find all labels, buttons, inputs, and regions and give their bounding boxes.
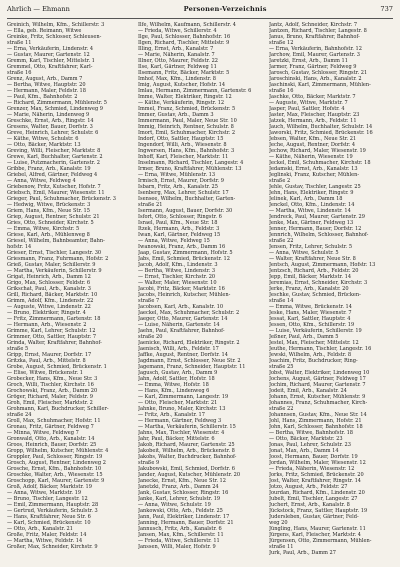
directory-entry: Greinich, Wilhelm, Kfm., Schillerstr. 3 bbox=[7, 22, 105, 28]
directory-entry: — Karl, Schmied, Brückenstr. 10 bbox=[7, 520, 91, 526]
directory-entry: Gronau, Fritz, Gärtner, Feldweg 7 bbox=[7, 424, 94, 430]
directory-entry: Jahnke, Bruno, Maler, Kirchstr. 13 bbox=[138, 406, 226, 412]
directory-entry: Jentzsch, Richard, Arb., Feldstr. 20 bbox=[269, 268, 359, 274]
directory-entry: Jakob, Richard, Maurer, Gartenstr. 25 bbox=[138, 442, 235, 448]
directory-entry: Griebel, Alfred, Gärtner, Feldweg 4 bbox=[7, 172, 98, 178]
directory-entry: Ilfe, Wilhelm, Kaufmann, Schillerstr. 4 bbox=[138, 22, 236, 28]
directory-entry: — Marie, Näherin, Kanalstr. 7 bbox=[138, 52, 215, 58]
directory-entry: Groppler, Paul, Schlosser, Ringstr. 19 bbox=[7, 454, 103, 460]
directory-entry: Jaroschinski, Hans, Arb., Kanalstr. 2 bbox=[269, 76, 362, 82]
directory-entry: — Bruno, Elektriker, Ringstr. 4 bbox=[7, 310, 86, 316]
directory-entry: Jüngling, Hans, Maurer, Gartenstr. 11 bbox=[269, 526, 366, 532]
directory-entry: straße 16 bbox=[7, 70, 32, 76]
directory-entry: Jorks, Fritz, Schmied, Brückenstr. 20 bbox=[269, 472, 364, 478]
directory-entry: — Frieda, Näherin, Wiesenstr. 12 bbox=[269, 466, 355, 472]
directory-entry: — Hans, Kfm., Lindenweg 6 bbox=[138, 388, 210, 394]
directory-column-3 bbox=[269, 22, 393, 567]
directory-entry: — Emma, Witwe, Hofstr. 18 bbox=[138, 382, 209, 388]
directory-entry: straße 21 bbox=[138, 202, 163, 208]
directory-entry: Greve, Heinrich, Lehrer, Schulstr. 6 bbox=[7, 130, 99, 136]
directory-entry: straße 12 bbox=[269, 40, 294, 46]
directory-entry: — Karl, Zimmermann, Langestr. 19 bbox=[138, 394, 229, 400]
directory-entry: Irmisch, Ernst, Maurer, Dorfstr. 9 bbox=[138, 178, 225, 184]
directory-entry: Grinda, Walter, Kraftfahrer, Bahnhof- bbox=[7, 340, 102, 346]
directory-entry: Jacobsen, Karl, Arb., Kanalstr. 10 bbox=[138, 304, 224, 310]
directory-entry: — Erna, Witwe, Mühlenstr. 13 bbox=[138, 172, 216, 178]
directory-entry: straße 7 bbox=[138, 298, 160, 304]
directory-entry: Joost, Hermann, Bauer, Dorfstr. 19 bbox=[269, 454, 358, 460]
directory-entry: — Bertha, Witwe, Bahnhofstr. 18 bbox=[269, 430, 353, 436]
directory-entry: — Erna, Verkäuferin, Bahnhofstr. 12 bbox=[269, 46, 362, 52]
directory-entry: Jotzo, August, Arb., Feldstr. 27 bbox=[269, 484, 348, 490]
directory-entry: straße 22 bbox=[269, 406, 294, 412]
directory-entry: Jarmer, Franz, Gärtner, Feldweg 9 bbox=[269, 64, 357, 70]
directory-entry: Grigat, Heinrich, Arb., Damm 12 bbox=[7, 274, 91, 280]
directory-entry: Jenckel, Otto, Kfm., Lindenstr. 14 bbox=[269, 202, 355, 208]
directory-entry: Jarosch, Gustav, Schlosser, Ringstr. 21 bbox=[269, 70, 368, 76]
directory-entry: — Richard, Zimmermann, Mühlenstr. 5 bbox=[7, 100, 108, 106]
directory-entry: Jehle, Gustav, Tischler, Langestr. 25 bbox=[269, 184, 361, 190]
directory-entry: Jourdan, Richard, Kfm., Lindenstr. 20 bbox=[269, 490, 365, 496]
directory-entry: straße 9 bbox=[138, 460, 160, 466]
directory-entry: Jebsen, Walter, Kfm., Neue Str. 21 bbox=[269, 136, 357, 142]
directory-entry: Jenke, Max, Gärtner, Feldweg 13 bbox=[269, 220, 354, 226]
directory-entry: straße 14 bbox=[269, 298, 294, 304]
directory-entry: Groll, Max, Schuhmacher, Hofstr. 11 bbox=[7, 418, 101, 424]
directory-entry: Iwanowski, Franz, Arb., Damm 16 bbox=[138, 244, 226, 250]
directory-entry: Großer, Max, Schneider, Kirchstr. 9 bbox=[7, 544, 98, 550]
directory-entry: — Ernst, Tischler, Kirchstr. 20 bbox=[138, 274, 216, 280]
directory-entry: straße 5 bbox=[7, 346, 29, 352]
directory-entry: Ilse, Karl, Gärtner, Feldweg 11 bbox=[138, 64, 217, 70]
directory-entry: Groschke, Walter, Arb., Wiesenstr. 15 bbox=[7, 472, 103, 478]
directory-entry: Grigo, Max, Schlosser, Feldstr. 6 bbox=[7, 280, 91, 286]
directory-entry: Imig, August, Kutscher, Hofstr. 14 bbox=[138, 82, 226, 88]
directory-entry: Johann, Ernst, Kutscher, Mühlenstr. 9 bbox=[269, 394, 366, 400]
directory-entry: Jauch, Wilhelm, Buchhalter, Schulstr. 14 bbox=[269, 124, 373, 130]
directory-entry: — Otto, Arb., Kanalstr. 21 bbox=[7, 526, 73, 532]
directory-entry: Gremm, Karl, Tischler, Mittelstr. 1 bbox=[7, 58, 95, 64]
directory-entry: Jeglinski, Franz, Kutscher, Mühlen- bbox=[269, 172, 360, 178]
directory-entry: — Marie, Näherin, Lindenweg 9 bbox=[7, 112, 90, 118]
directory-entry: Grill, Richard, Bäcker, Marktstr. 10 bbox=[7, 292, 98, 298]
directory-entry: — Ella, geb. Reimann, Witwe bbox=[7, 28, 82, 34]
directory-entry: — Käthe, Verkäuferin, Ringstr. 12 bbox=[138, 100, 225, 106]
directory-entry: — Emil, Zimmermann, Hauptstr. 28 bbox=[7, 502, 99, 508]
directory-entry: Jeckel, Emil, Schuhmacher, Kirchstr. 18 bbox=[269, 160, 371, 166]
directory-entry: Grobecker, Hans, Kfm., Neue Str. 3 bbox=[7, 376, 98, 382]
directory-entry: — Walter, Kraftfahrer, Neue Str. 8 bbox=[269, 256, 356, 262]
directory-entry: Grieser, Ernst, Tischler, Langestr. 30 bbox=[7, 250, 102, 256]
directory-entry: — Erna, Verkäuferin, Lindenstr. 4 bbox=[7, 46, 94, 52]
directory-entry: Jahr, Paul, Bäcker, Mittelstr. 6 bbox=[138, 436, 215, 442]
directory-entry: Imme, Walter, Elektriker, Ringstr. 12 bbox=[138, 94, 232, 100]
columns-container bbox=[7, 22, 393, 567]
directory-entry: Ilge, Paul, Schlosser, Bahnhofstr. 16 bbox=[138, 34, 231, 40]
directory-entry: Judersleben, Gustav, Gärtner, Feld- bbox=[269, 514, 359, 520]
directory-entry: Itzek, Hermann, Arb., Feldstr. 3 bbox=[138, 226, 220, 232]
directory-entry: Janssen, Willi, Maler, Hofstr. 9 bbox=[138, 544, 216, 550]
directory-entry: Jaenisch, Willi, Arb., Feldstr. 17 bbox=[138, 346, 219, 352]
directory-entry: hofstr. 14 bbox=[7, 244, 32, 250]
directory-entry: Grosch, August, Rentner, Lindenweg 2 bbox=[7, 460, 106, 466]
directory-entry: Jaffke, August, Rentner, Dorfstr. 14 bbox=[138, 352, 228, 358]
directory-entry: Jaretzki, Ernst, Arb., Damm 11 bbox=[269, 58, 348, 64]
directory-entry: — Martha, Witwe, Lindenstr. 14 bbox=[269, 208, 351, 214]
directory-entry: Jankowski, Otto, Arb., Feldstr. 25 bbox=[138, 508, 223, 514]
directory-entry: Jost, Walter, Kraftfahrer, Ringstr. 14 bbox=[269, 478, 362, 484]
directory-entry: Groch, Willi, Tischler, Kirchstr. 16 bbox=[7, 382, 94, 388]
directory-entry: — Luise, Verkäuferin, Schillerstr. 19 bbox=[269, 328, 362, 334]
directory-entry: Jeske, Hans, Maler, Wiesenstr. 7 bbox=[269, 310, 352, 316]
directory-entry: — Emma, Witwe, Kirchstr. 5 bbox=[7, 226, 80, 232]
directory-entry: — Hermann, Maler, Feldstr. 18 bbox=[7, 88, 86, 94]
directory-entry: Jabs, Emil, Schmied, Brückenstr. 12 bbox=[138, 256, 230, 262]
directory-entry: Gremmel, Otto, Kraftfahrer, Karl- bbox=[7, 64, 93, 70]
directory-entry: Gröger, Richard, Maler, Feldstr. 9 bbox=[7, 394, 93, 400]
directory-entry: Inhoff, Karl, Fleischer, Marktstr. 11 bbox=[138, 154, 229, 160]
directory-entry: Gribbe, Franz, Arb., Kanalstr. 19 bbox=[7, 166, 91, 172]
directory-entry: straße 25 bbox=[269, 364, 294, 370]
directory-entry: straße 16 bbox=[269, 88, 294, 94]
directory-entry: — Emma, Witwe, Brückenstr. 14 bbox=[269, 304, 352, 310]
directory-entry: straße 22 bbox=[269, 238, 294, 244]
directory-entry: — Bertha, Witwe, Hauptstr. 20 bbox=[7, 82, 86, 88]
directory-entry: Johl, Hans, Zimmermann, Hofstr. 21 bbox=[269, 418, 362, 424]
directory-entry: — Bruno, Tischler, Langestr. 12 bbox=[7, 496, 88, 502]
directory-entry: — Frieda, Witwe, Schillerstr. 11 bbox=[138, 538, 220, 544]
directory-entry: — Luise, Näherin, Gartenstr. 14 bbox=[138, 322, 220, 328]
directory-entry: Jeche, August, Rentner, Dorfstr. 4 bbox=[269, 142, 356, 148]
directory-entry: Grieß, Gustav, Maler, Schillerstr. 9 bbox=[7, 262, 96, 268]
directory-entry: Inselmann, Richard, Tischler, Langestr. 4 bbox=[138, 160, 244, 166]
directory-entry: Jatzek, Hermann, Arb., Feldstr. 11 bbox=[269, 118, 357, 124]
directory-entry: Jerke, Franz, Arb., Kanalstr. 20 bbox=[269, 286, 349, 292]
directory-entry: Griesmann, Franz, Fuhrmann, Hofstr. 2 bbox=[7, 256, 109, 262]
directory-entry: Jendreck, Paul, Maurer, Gartenstr. 29 bbox=[269, 214, 365, 220]
directory-entry: Isermann, August, Bauer, Dorfstr. 30 bbox=[138, 208, 233, 214]
directory-entry: Isensee, Wilhelm, Buchhalter, Garten- bbox=[138, 196, 236, 202]
directory-entry: — Paul, Kfm., Bahnhofstr. 2 bbox=[7, 94, 78, 100]
directory-entry: Grobe, August, Schmied, Brückenstr. 1 bbox=[7, 364, 107, 370]
directory-entry: Joachim, Fritz, Buchdrucker, Ring- bbox=[269, 358, 358, 364]
directory-entry: Grochowski, Franz, Arb., Damm 20 bbox=[7, 388, 98, 394]
directory-entry: Illing, Ernst, Arb., Kanalstr. 7 bbox=[138, 46, 214, 52]
directory-entry: Janetzki, Franz, Arb., Damm 24 bbox=[138, 484, 219, 490]
directory-entry: — Anna, Witwe, Schulstr. 5 bbox=[269, 250, 339, 256]
directory-entry: Jacob, Adolf, Kfm., Lindenstr. 3 bbox=[138, 262, 218, 268]
directory-entry: — Otto, Bäcker, Marktstr. 23 bbox=[269, 436, 343, 442]
directory-entry: — Hedwig, Witwe, Brückenstr. 3 bbox=[7, 202, 91, 208]
directory-entry: Jander, August, Kutscher, Mühlenstr. 20 bbox=[138, 472, 241, 478]
directory-entry: — Otto, Bäcker, Marktstr. 13 bbox=[7, 142, 81, 148]
directory-entry: Jestel, Max, Fleischer, Mittelstr. 12 bbox=[269, 340, 359, 346]
directory-entry: Gries, Otto, Schneider, Kirchstr. 5 bbox=[7, 220, 94, 226]
directory-entry: Isbarn, Fritz, Arb., Kanalstr. 25 bbox=[138, 184, 218, 190]
directory-entry: Jürgens, Karl, Fleischer, Marktstr. 4 bbox=[269, 532, 361, 538]
directory-entry: Greving, Willi, Fleischer, Marktstr. 8 bbox=[7, 148, 101, 154]
directory-entry: — Anna, Witwe, Marktstr. 19 bbox=[7, 490, 82, 496]
directory-entry: — Martha, Verkäuferin, Schillerstr. 15 bbox=[138, 424, 236, 430]
directory-entry: Greschke, Ernst, Arb., Ringstr. 14 bbox=[7, 118, 94, 124]
directory-entry: Griep, August, Rentner, Schulstr. 21 bbox=[7, 214, 100, 220]
directory-entry: Jonas, Paul, Lehrer, Schulstr. 23 bbox=[269, 442, 351, 448]
directory-entry: Griese, Karl, Arb., Mühlenweg 8 bbox=[7, 232, 90, 238]
directory-entry: straße 11 bbox=[7, 40, 32, 46]
directory-entry: Jensen, Fritz, Lehrer, Schulstr. 5 bbox=[269, 244, 353, 250]
directory-column-2 bbox=[138, 22, 262, 567]
directory-entry: Israel, Paul, Kfm., Neue Str. 18 bbox=[138, 220, 218, 226]
directory-entry: Jobst, Walter, Elektriker, Lindenweg 10 bbox=[269, 370, 370, 376]
directory-entry: Irmer, Bruno, Kraftfahrer, Mühlenstr. 13 bbox=[138, 166, 242, 172]
directory-entry: Gritzka, Paul, Arb., Mittelstr. 8 bbox=[7, 358, 86, 364]
directory-entry: — Martha, Witwe, Feldstr. 14 bbox=[7, 538, 83, 544]
directory-entry: — Fritz, Arb., Kanalstr. 17 bbox=[138, 412, 205, 418]
directory-entry: Jessat, Karl, Sattler, Hauptstr. 4 bbox=[269, 316, 351, 322]
directory-entry: Imhof, Max, Kfm., Lindenstr. 8 bbox=[138, 76, 217, 82]
page-header bbox=[7, 5, 393, 19]
directory-entry: Janecke, Ernst, Kfm., Neue Str. 12 bbox=[138, 478, 226, 484]
directory-entry: Groschopp, Karl, Maurer, Gartenstr. 9 bbox=[7, 478, 105, 484]
directory-entry: Immer, Gustav, Arb., Damm 3 bbox=[138, 112, 214, 118]
directory-entry: Gresens, Walter, Bauer, Dorfstr. 3 bbox=[7, 124, 93, 130]
running-head-center: Personen-Verzeichnis bbox=[183, 5, 267, 13]
directory-entry: Grieger, Paul, Schuhmacher, Brückenstr. 3 bbox=[7, 196, 116, 202]
directory-entry: Iwan, Karl, Gärtner, Feldweg 15 bbox=[138, 232, 221, 238]
directory-entry: Jacobs, Heinrich, Kutscher, Mühlen- bbox=[138, 292, 231, 298]
directory-entry: Jessen, Otto, Kfm., Schillerstr. 19 bbox=[269, 322, 355, 328]
directory-entry: Grewe, Karl, Buchhalter, Gartenstr. 2 bbox=[7, 154, 103, 160]
directory-entry: Griebenow, Fritz, Kutscher, Hofstr. 7 bbox=[7, 184, 101, 190]
directory-entry: straße 24 bbox=[7, 412, 32, 418]
directory-entry: Ilgen, Richard, Tischler, Mittelstr. 9 bbox=[138, 40, 230, 46]
directory-entry: — Walter, Maler, Wiesenstr. 10 bbox=[138, 280, 217, 286]
directory-entry: Jakobeit, Wilhelm, Arb., Brückenstr. 8 bbox=[138, 448, 235, 454]
directory-entry: Groß, Adolf, Bäcker, Marktstr. 19 bbox=[7, 484, 92, 490]
directory-entry: Gropp, Wilhelm, Kutscher, Mühlenstr. 4 bbox=[7, 448, 109, 454]
directory-entry: Jagemann, Franz, Schneider, Hauptstr. 11 bbox=[138, 364, 246, 370]
directory-entry: Immel, Franz, Schmied, Brückenstr. 5 bbox=[138, 106, 236, 112]
directory-entry: Jentsch, August, Zimmermann, Hofstr. 13 bbox=[269, 262, 376, 268]
directory-entry: straße 2 bbox=[269, 178, 291, 184]
directory-entry: Jarchow, Emil, Maurer, Gartenstr. 3 bbox=[269, 52, 360, 58]
directory-entry: Jansen, Max, Kfm., Schillerstr. 11 bbox=[138, 532, 224, 538]
directory-entry: Jürgensen, Otto, Zimmermann, Mühlen- bbox=[269, 538, 372, 544]
directory-entry: Jaster, Max, Fleischer, Hauptstr. 23 bbox=[269, 112, 360, 118]
directory-entry: Jaeger, Otto, Maurer, Gartenstr. 14 bbox=[138, 316, 228, 322]
directory-entry: Ingendorf, Willi, Arb., Wiesenstr. 8 bbox=[138, 142, 227, 148]
directory-entry: weg 20 bbox=[269, 520, 288, 526]
directory-entry: Jedamski, Ernst, Arb., Kanalstr. 13 bbox=[269, 166, 358, 172]
directory-entry: Jaehn, Paul, Kraftfahrer, Bahnhof- bbox=[138, 328, 225, 334]
directory-entry: Jeschke, Gustav, Schmied, Brücken- bbox=[269, 292, 361, 298]
directory-entry: Jantzen, Richard, Tischler, Langestr. 8 bbox=[269, 28, 367, 34]
directory-entry: Gripp, Ernst, Maurer, Dorfstr. 17 bbox=[7, 352, 92, 358]
directory-entry: straße 20 bbox=[138, 334, 163, 340]
directory-entry: Jakubowski, Emil, Schmied, Dorfstr. 6 bbox=[138, 466, 235, 472]
directory-entry: — Gertrud, Verkäuferin, Schulstr. 3 bbox=[7, 508, 98, 514]
directory-entry: Greinke, Fritz, Schlosser, Schleusen- bbox=[7, 34, 102, 40]
directory-entry: John, Karl, Schlosser, Bahnhofstr. 18 bbox=[269, 424, 363, 430]
directory-entry: Ingwersen, Hans, Kfm., Bahnhofstr. 3 bbox=[138, 148, 235, 154]
directory-entry: Groh, Emil, Fleischer, Marktstr. 2 bbox=[7, 400, 93, 406]
directory-entry: Jasper, Paul, Sattler, Hofstr. 4 bbox=[269, 106, 345, 112]
directory-entry: — Auguste, Witwe, Lindenstr. 22 bbox=[7, 304, 91, 310]
directory-entry: Jahn, Adolf, Sattler, Hofstr. 18 bbox=[138, 376, 215, 382]
running-head-left: Ahrlich — Ehmann bbox=[7, 5, 70, 13]
directory-entry: Juchert, Ernst, Arb., Kanalstr. 8 bbox=[269, 502, 350, 508]
directory-entry: — Auguste, Witwe, Marktstr. 7 bbox=[269, 100, 348, 106]
directory-entry: Jenner, Hermann, Bauer, Dorfstr. 12 bbox=[269, 226, 362, 232]
directory-entry: — Gustav, Maurer, Gartenstr. 12 bbox=[7, 52, 90, 58]
directory-entry: Jochens, August, Gärtner, Feldweg 17 bbox=[269, 376, 366, 382]
directory-entry: — Käthe, Witwe, Schulstr. 6 bbox=[7, 136, 79, 142]
directory-entry: Jagdmann, Ernst, Schlosser, Neue Str. 2 bbox=[138, 358, 241, 364]
directory-entry: Jubelt, Emil, Tischler, Langestr. 27 bbox=[269, 496, 358, 502]
directory-entry: Grimmer, Otto, Sattler, Hauptstr. 7 bbox=[7, 334, 97, 340]
directory-entry: Imort, Emil, Schuhmacher, Kirchstr. 2 bbox=[138, 130, 236, 136]
directory-entry: Johannsen, Gustav, Kfm., Neue Str. 14 bbox=[269, 412, 367, 418]
directory-entry: Jennrich, Wilhelm, Schlosser, Bahnhof- bbox=[269, 232, 369, 238]
directory-entry: Jückstock, Franz, Sattler, Hauptstr. 19 bbox=[269, 508, 368, 514]
directory-entry: Jurk, Paul, Arb., Damm 27 bbox=[269, 550, 336, 556]
directory-entry: — Hermann, Gärtner, Feldweg 3 bbox=[138, 418, 222, 424]
directory-entry: — Elise, Witwe, Brückenstr. 1 bbox=[7, 370, 83, 376]
directory-entry: Grenzer, Max, Schmied, Lindenweg 9 bbox=[7, 106, 104, 112]
directory-entry: — Hermann, Arb., Wiesenstr. 2 bbox=[7, 322, 87, 328]
directory-entry: — Bertha, Witwe, Lindenstr. 3 bbox=[138, 268, 216, 274]
directory-entry: Immermann, Paul, Maler, Neue Str. 10 bbox=[138, 118, 237, 124]
directory-entry: Illner, Otto, Maurer, Feldstr. 22 bbox=[138, 58, 219, 64]
directory-entry: Johannes, Franz, Schuhmacher, Kirch- bbox=[269, 400, 368, 406]
directory-entry: Jonat, Max, Arb., Damm 14 bbox=[269, 448, 339, 454]
directory-entry: Immig, Heinrich, Rentner, Schulstr. 8 bbox=[138, 124, 234, 130]
directory-entry: Griebsch, Emil, Maurer, Wiesenstr. 11 bbox=[7, 190, 105, 196]
directory-entry: Jaschke, Otto, Bäcker, Marktstr. 7 bbox=[269, 94, 356, 100]
directory-entry: Griem, Hans, Kfm., Neue Str. 15 bbox=[7, 208, 90, 214]
directory-entry: — Luise, Putzmacherin, Gartenstr. 2 bbox=[7, 160, 100, 166]
directory-entry: Indorf, Otto, Sattler, Hauptstr. 15 bbox=[138, 136, 224, 142]
directory-entry: Jahns, Max, Tischler, Wiesenstr. 4 bbox=[138, 430, 225, 436]
directory-entry: Jeremias, Ernst, Schneider, Kirchstr. 3 bbox=[269, 280, 368, 286]
directory-entry: Grimme, Karl, Lehrer, Schulstr. 12 bbox=[7, 328, 96, 334]
page-number: 737 bbox=[380, 5, 393, 13]
directory-entry: Jagusch, Gustav, Arb., Damm 9 bbox=[138, 370, 218, 376]
directory-entry: Grohmann, Karl, Buchdrucker, Schiller- bbox=[7, 406, 109, 412]
directory-entry: Jaschinski, Karl, Zimmermann, Mühlen- bbox=[269, 82, 371, 88]
directory-entry: straße 11 bbox=[269, 544, 294, 550]
directory-entry: Grosche, Ernst, Kfm., Bahnhofstr. 10 bbox=[7, 466, 102, 472]
directory-entry: — Anna, Witwe, Schulstr. 19 bbox=[138, 502, 211, 508]
directory-entry: Griesel, Wilhelm, Bahnbeamter, Bahn- bbox=[7, 238, 105, 244]
directory-entry: Gronwald, Otto, Arb., Kanalstr. 14 bbox=[7, 436, 95, 442]
directory-entry: Jaenicke, Richard, Elektriker, Ringstr. 2 bbox=[138, 340, 240, 346]
directory-entry: Imlau, Hermann, Zimmermann, Gartenstr. 6 bbox=[138, 88, 252, 94]
directory-entry: Grikschat, Paul, Arb., Kanalstr. 3 bbox=[7, 286, 91, 292]
directory-entry: Jechow, Richard, Maler, Wiesenstr. 19 bbox=[269, 148, 366, 154]
directory-entry: Jehn, Hans, Elektriker, Ringstr. 9 bbox=[269, 190, 354, 196]
directory-entry: Grimm, Adolf, Kfm., Lindenstr. 22 bbox=[7, 298, 94, 304]
directory-entry: Ilsemann, Fritz, Bäcker, Marktstr. 5 bbox=[138, 70, 230, 76]
directory-entry: — Hans, Kraftfahrer, Neue Str. 6 bbox=[7, 514, 91, 520]
directory-entry: Jacobi, Fritz, Bäcker, Marktstr. 16 bbox=[138, 286, 225, 292]
directory-entry: Jochim, Richard, Maurer, Gartenstr. 7 bbox=[269, 382, 366, 388]
directory-entry: — Anna, Witwe, Feldweg 15 bbox=[138, 238, 210, 244]
directory-entry: Jank, Gustav, Schlosser, Ringstr. 16 bbox=[138, 490, 229, 496]
directory-entry: Jeuthe, Hermann, Tischler, Langestr. 16 bbox=[269, 346, 372, 352]
directory-entry: Janus, Bruno, Kraftfahrer, Bahnhof- bbox=[269, 34, 360, 40]
directory-entry: Janke, Karl, Lehrer, Schulstr. 19 bbox=[138, 496, 221, 502]
directory-entry: Jelinek, Karl, Arb., Damm 18 bbox=[269, 196, 343, 202]
directory-entry: — Anna, Witwe, Feldweg 4 bbox=[7, 178, 76, 184]
directory-entry: — Käthe, Näherin, Wiesenstr. 19 bbox=[269, 154, 353, 160]
directory-entry: Große, Fritz, Maler, Feldstr. 14 bbox=[7, 532, 87, 538]
directory-entry: Isfort, Otto, Schlosser, Ringstr. 6 bbox=[138, 214, 222, 220]
directory-column-1 bbox=[7, 22, 131, 567]
directory-entry: Grenz, August, Arb., Damm 7 bbox=[7, 76, 83, 82]
directory-entry: — Otto, Fleischer, Marktstr. 21 bbox=[138, 400, 218, 406]
directory-entry: Jaworski, Fritz, Schmied, Brückenstr. 16 bbox=[269, 130, 373, 136]
directory-entry: — Fritz, Zimmermann, Gartenstr. 18 bbox=[7, 316, 101, 322]
directory-entry: Jannusch, Fritz, Arb., Kanalstr. 6 bbox=[138, 526, 222, 532]
directory-entry: Jewski, Wilhelm, Arb., Feldstr. 8 bbox=[269, 352, 352, 358]
directory-entry: Jaeckel, Max, Schuhmacher, Schulstr. 2 bbox=[138, 310, 240, 316]
directory-entry: Jann, Paul, Elektriker, Lindenstr. 17 bbox=[138, 514, 230, 520]
directory-entry: — Frieda, Witwe, Schillerstr. 4 bbox=[138, 28, 217, 34]
directory-entry: Jantz, Adolf, Schneider, Kirchstr. 7 bbox=[269, 22, 358, 28]
directory-entry: Isenberg, Max, Lehrer, Schulstr. 17 bbox=[138, 190, 229, 196]
directory-entry: Jepp, Emil, Bäcker, Marktstr. 14 bbox=[269, 274, 352, 280]
directory-entry: Jaap, Gustav, Zimmermann, Hofstr. 5 bbox=[138, 250, 233, 256]
directory-entry: Jodeit, Emil, Arb., Kanalstr. 24 bbox=[269, 388, 347, 394]
directory-entry: Janning, Hermann, Bauer, Dorfstr. 21 bbox=[138, 520, 234, 526]
directory-entry: Jordan, Wilhelm, Maler, Wiesenstr. 12 bbox=[269, 460, 366, 466]
directory-entry: — Minna, Witwe, Feldweg 7 bbox=[7, 430, 79, 436]
directory-entry: — Martha, Verkäuferin, Schillerstr. 9 bbox=[7, 268, 102, 274]
directory-entry: Jeßner, Paul, Arb., Damm 5 bbox=[269, 334, 339, 340]
directory-entry: Groos, Heinrich, Bauer, Dorfstr. 25 bbox=[7, 442, 97, 448]
directory-entry: Jakobs, Walter, Buchdrucker, Bahnhof- bbox=[138, 454, 237, 460]
